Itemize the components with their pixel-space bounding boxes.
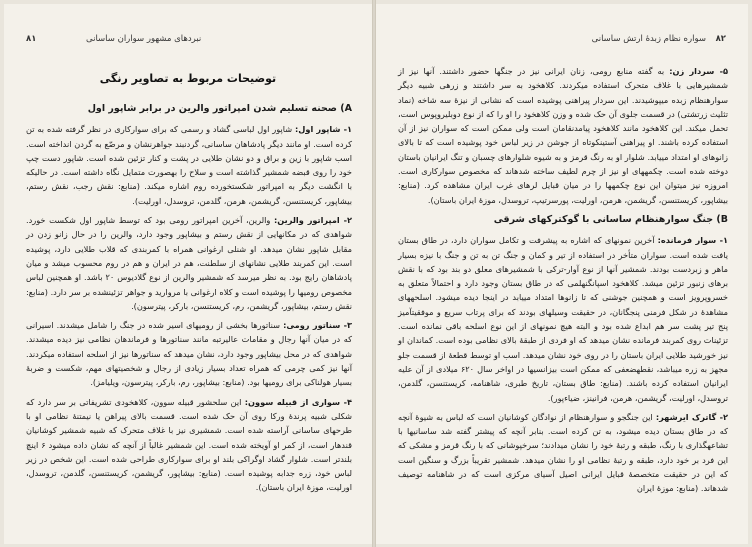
paragraph-lead: ۳- سناتور رومی: (283, 320, 353, 331)
paragraph (26, 213, 352, 313)
paragraph-lead: ۱- سوار فرمانده: (657, 235, 728, 246)
paragraph-text: آخرین نمونهای که اشاره به پیشرفت و تکامل سواران دارد، در طاق بستان یافت شده است. سواران متأخر در استفاده از تیر و کمان و جنگ تن به تن و جنگ با نیزه بسیار ماهر و زبردست بودند. شمشیر آنها از نوع آوار-ترکی با شمشیرهای معلق دو بند بود که با نقش برهای زنبور تزئین میشد. کلاهخود اسپانگنهلمی که در طاق بستان وجود دارد و احتمالاً متعلق به خسروپرویز است و همچنین جوشنی که تا زانوها امتداد مییابد در اینجا دیده میشود. اسلحههای مشاهدهٔ در شکل فرمنی پنجگانان، در حقیقت وسیلهای بودند که برای پرتاب سریع و موفقیتآمیز پنج تیر پشت سر هم ابداع شده بود و البته هیچ نمونهای از این نوع اسلحه باقی نمانده است. تزئینات روی کمربند فرمانده نشان میدهد که او فردی از طبقهٔ بالای نظامی بوده است. کماندان او نیز خورشید طلایی ایران باستان را در روی خود نشان میدهد. اسب او توسط قطعهٔ از قسمت جلو مجهز به زره میباشد، نقطهضعفی که ممکن است بیزانسیها در اواخر سال ۶۲۰ میلادی از آن علیه ایرانیان استفاده کرده باشند. (منابع: طاق بستان، تاریخ طبری، شاهنامه، کریستنسن، گلدمن، تروسدل، اورلیت، گریشمن، هرمن، فرانینز، ضیاءپور). (398, 235, 728, 403)
paragraph (26, 122, 352, 208)
paragraph-text: این سلحشور قبیله سوون، کلاهخودی تشریفاتی بر سر دارد که شکلی شبیه پرندهٔ ورکا روی آن حک شده است. قسمت بالای پیراهن یا نیمتنهٔ نظامی او با طرحهای ساسانی آراسته شده است. شمشیری نیز با غلاف متحرک که شبیه شمشیر کوشانیان قندهار است، از کمر او آویخته شده است. این شمشیر غالباً از آنچه که نشان داده میشود ۶ اینچ بلندتر است. شلوار گشاد اوگراکی بلند او برای سوارکاری طراحی شده است. این شخص در زیر لباس خود، زره جدابه پوشیده است. (منابع: بیشاپور، گریشمن، کریستنسن، گلدمن، تروسدل، اورلیت، موزهٔ ایران باستان). (26, 396, 352, 493)
page-number: ٨٢ (715, 34, 726, 44)
left-page-header (26, 34, 350, 48)
paragraph-lead: ۲- امپراتور والرین: (274, 215, 353, 226)
section-title: A) صحنه تسلیم شدن امپراتور والرین در برابر شاپور اول (87, 103, 352, 114)
right-page-body (398, 64, 728, 501)
paragraph (398, 64, 728, 207)
right-page (376, 4, 748, 544)
paragraph (26, 318, 352, 389)
paragraph-lead: ۴- سواری از قبیله سوون: (244, 396, 352, 407)
paragraph-lead: ۲- گاترک ایرشهر: (655, 411, 728, 422)
running-head: نبردهای مشهور سواران ساسانی (86, 34, 202, 44)
paragraph-lead: ۵- سردار زن: (669, 66, 728, 76)
paragraph (398, 233, 728, 405)
running-head: سواره نظام زبدهٔ ارتش ساسانی (591, 34, 706, 44)
right-page-header (398, 34, 726, 48)
paragraph (26, 395, 352, 495)
paragraph-text: والرین، آخرین امپراتور رومی بود که توسط شاپور اول شکست خورد. شواهدی که در مکانهایی از نقش رستم و بیشاپور وجود دارد، والرین را در حال زانو زدن در مقابل شاپور نشان میدهد. او شنلی ارغوانی همراه با کمربندی که قلاب طلایی دارد، پوشیده است. این کمربند طلایی نشانهای از سلطنت، هم در ایران و هم در روم محسوب میشد و میان پادشاهان رایج بود. به نظر میرسد که شمشیر والرین از نوع گلادیوس ۲۰ باشد. او همچنین لباس مخصوص رومیها را پوشیده است و کلاه ارغوانی با مروارید و جواهر تزئینشده بر سر دارد. (منابع: نقش رستم، بیشاپور، گریشمن، رم، کریستنسن، بارکر، پیترسون). (26, 215, 352, 311)
page-number: ٨١ (26, 34, 37, 44)
paragraph-text: شاپور اول لباسی گشاد و رسمی که برای سوارکاری در نظر گرفته شده به تن کرده است. او مانند دیگر پادشاهان ساسانی، گردنبند جواهرنشان و مرصّع به گردن انداخته است. اسب شاپور با زین و براق و دو نشان طلایی در پشت و کنار تزئین شده است. شاپور دست چپ خود را روی قبضه شمشیر گذاشته است و سلاح را بهصورت متمایل نگاه داشته است. در حالیکه با انگشت دیگر به امپراتور شکستخورده روم اشاره میکند. (منابع: نقش رجب، نقش رستم، بیشاپور، کریستنسن، گریشمن، هرمن، گلدمن، تروسدل، اورلیت). (26, 124, 352, 206)
chapter-title: توضیحات مربوط به تصاویر رنگی (99, 72, 277, 85)
paragraph-text: این جنگجو و سوارهنظام از نوادگان کوشانیان است که لباس به شیوهٔ آنچه که در طاق بستان دیده میشود، به تن کرده است. بنابر آنچه که پیشتر گفته شد ساسانیها با تشاعهگذاری با رنگ، طبقه و رتبهٔ خود را نشان میدادند؛ سرخپوشانی که با رنگ قرمز و مشکی که این فرد بر خود دارد، طبقه و رتبهٔ نظامی او را نشان میدهد. شمشیر تقریباً بزرگ و سنگین است که این در حقیقت متخصصهٔ قبایل ایرانی اصیل آسیای مرکزی است که در شاهنامه توصیف شدهاند. (منابع: موزهٔ ایران (398, 411, 728, 494)
paragraph-lead: ۱- شاپور اول: (295, 124, 353, 135)
left-page (4, 4, 372, 544)
paragraph (398, 410, 728, 496)
section-title: B) جنگ سوارهنظام ساسانی با گوکترکهای شرقی (493, 213, 728, 225)
paragraph-text: به گفته منابع رومی، زنان ایرانی نیز در جنگها حضور داشتند. آنها نیز از شمشیرهایی با غلاف متحرک استفاده میکردند. کلاهخود به سر داشتند و زرهی شبیه دیگر سوارهنظام زبده میپوشیدند. این سردار پیراهنی پوشیده است که نشانی از نیزهٔ سه شاخه (نماد تثلیث زرتشتی) در قسمت جلوی آن حک شده و وزن کلاهخود را او را که از نوع دوبلیروپوس است، تحمل میکند. این کلاهخود مانند کلاهخود پیامدنقامان است ولی ممکن است که سواران نیز از آن استفاده کرده باشند. او پیراهنی آستینکوتاه از جوشن در زیر لباس خود پوشیده است که تا بالای زانوهای او امتداد مییابد. شلوار او به رنگ قرمز و به شیوه شلوارهای چسبان و تنگ ایرانیان باستان دوخته شده است. چکمههای او نیز از چرم لطیف ساخته شدهاند که مخصوص سوارکاری است. امروزه نیز میتوان این نوع چکمهها را در میان قبایل لرهای غرب ایران مشاهده کرد. (منابع: بیشاپور، کریستنسن، گریشمن، هرمن، اورلیت، پورسرتیپ، تروسدل، موزهٔ ایران باستان). (398, 66, 728, 205)
paragraph-text: سناتورها بخشی از رومیهای اسیر شده در جنگ را شامل میشدند. اسیرانی که در میان آنها رجال و مقامات عالیرتبه مانند سناتورها و فرماندهان نظامی نیز دیده میشدند. شواهدی که در محل بیشاپور وجود دارد، نشان میدهد که سناتورها نیز از اسلحه استفاده میکردند. آنها نیز کمی چرمی که همراه تعداد بسیار زیادی از رجال و شخصیتهای مهم، شکست و ضربهٔ بسیار هولناکی برای رومیها بود. (منابع: بیشاپور، رم، بارکر، پیترسون، ویلیامز). (26, 320, 352, 388)
left-page-body (26, 96, 352, 500)
